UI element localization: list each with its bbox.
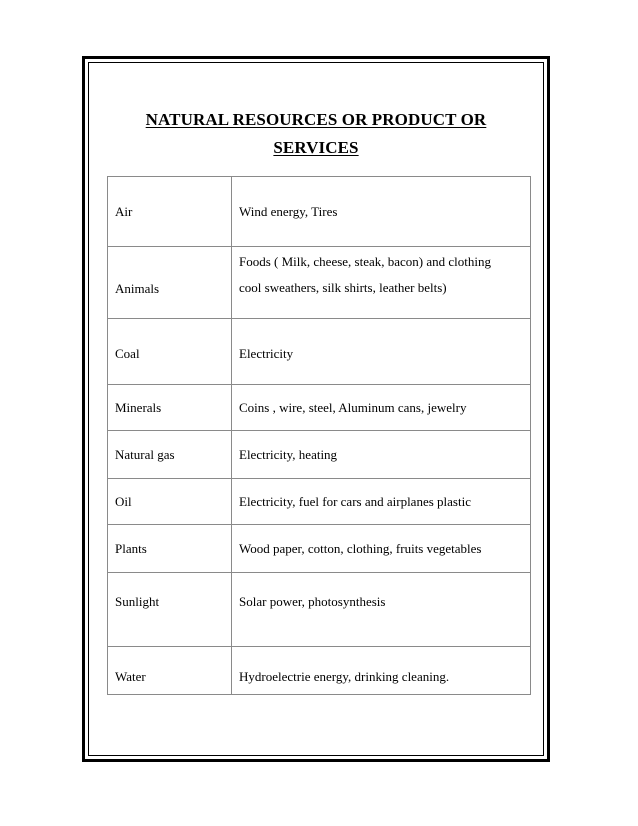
products-text: Electricity, fuel for cars and airplanes plastic	[239, 493, 471, 509]
resource-name: Plants	[115, 540, 147, 556]
products-text: Electricity, heating	[239, 446, 338, 462]
resource-cell	[108, 247, 232, 319]
products-text: Wood paper, cotton, clothing, fruits vegetables	[239, 540, 482, 556]
table-row	[108, 573, 531, 647]
products-text-line-2: cool sweathers, silk shirts, leather belts)	[239, 280, 447, 295]
products-text: Solar power, photosynthesis	[239, 593, 386, 609]
resource-cell	[108, 525, 232, 573]
resource-cell	[108, 385, 232, 431]
resource-cell	[108, 177, 232, 247]
products-text: Wind energy, Tires	[239, 203, 338, 219]
resource-name: Sunlight	[115, 593, 160, 609]
resource-cell	[108, 431, 232, 479]
products-text: Coins , wire, steel, Aluminum cans, jewelry	[239, 399, 467, 415]
products-text: Electricity	[239, 345, 294, 361]
resource-name: Coal	[115, 345, 140, 361]
table-row	[108, 319, 531, 385]
table-row	[108, 385, 531, 431]
products-cell	[232, 479, 531, 525]
document-title-line-1: NATURAL RESOURCES OR PRODUCT OR	[145, 110, 487, 129]
products-cell	[232, 573, 531, 647]
products-cell	[232, 647, 531, 695]
resource-cell	[108, 647, 232, 695]
table-row	[108, 177, 531, 247]
products-cell	[232, 431, 531, 479]
products-text: Hydroelectrie energy, drinking cleaning.	[239, 668, 450, 684]
products-cell	[232, 385, 531, 431]
resource-cell	[108, 479, 232, 525]
resource-name: Minerals	[115, 399, 162, 415]
resource-name: Animals	[115, 280, 160, 296]
document-title-line-2: SERVICES	[273, 138, 359, 157]
products-cell	[232, 177, 531, 247]
table-row	[108, 647, 531, 695]
products-cell	[232, 525, 531, 573]
resource-name: Natural gas	[115, 446, 175, 462]
resource-cell	[108, 319, 232, 385]
resources-table	[107, 176, 531, 695]
resource-name: Oil	[115, 493, 132, 509]
table-row	[108, 431, 531, 479]
table-row	[108, 247, 531, 319]
resource-cell	[108, 573, 232, 647]
products-cell	[232, 319, 531, 385]
table-row	[108, 479, 531, 525]
products-text-line-1: Foods ( Milk, cheese, steak, bacon) and clothing	[239, 254, 491, 269]
table-row	[108, 525, 531, 573]
resource-name: Air	[115, 203, 133, 219]
resource-name: Water	[115, 668, 146, 684]
products-cell	[232, 247, 531, 319]
